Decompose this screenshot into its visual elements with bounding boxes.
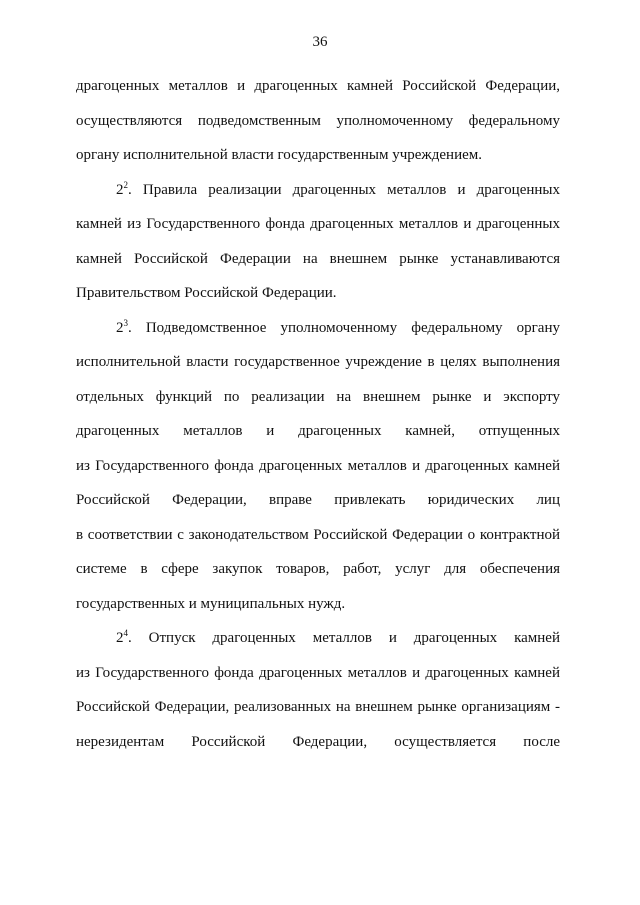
- text-line: Правительством Российской Федерации.: [76, 285, 337, 301]
- paragraph-first-line: [116, 628, 560, 648]
- page-number: 36: [312, 34, 328, 50]
- text-line: из Государственного фонда драгоценных металлов и драгоценных камней: [76, 665, 560, 681]
- text-line: осуществляются подведомственным уполномоченному федеральному: [76, 113, 560, 129]
- text-line: камней Российской Федерации на внешнем рынке устанавливаются: [76, 251, 560, 267]
- text-line: отдельных функций по реализации на внешнем рынке и экспорту: [76, 389, 560, 405]
- paragraph-number: $2^2$.: [116, 180, 132, 198]
- text-line: драгоценных металлов и драгоценных камней, отпущенных: [76, 423, 560, 439]
- paragraph-number: $2^3$.: [116, 318, 132, 336]
- text-line: Отпуск драгоценных металлов и драгоценных камней: [148, 630, 560, 646]
- text-line: органу исполнительной власти государственным учреждением.: [76, 147, 483, 163]
- text-line: системе в сфере закупок товаров, работ, услуг для обеспечения: [76, 561, 560, 577]
- text-line: Российской Федерации, реализованных на внешнем рынке организациям -: [76, 699, 560, 715]
- paragraph-number: $2^4$.: [116, 628, 132, 646]
- text-line: Правила реализации драгоценных металлов и драгоценных: [142, 182, 560, 198]
- text-line: нерезидентам Российской Федерации, осуществляется после: [76, 734, 560, 750]
- text-line: в соответствии с законодательством Российской Федерации о контрактной: [76, 527, 560, 543]
- text-line: драгоценных металлов и драгоценных камней Российской Федерации,: [76, 78, 560, 94]
- text-line: Подведомственное уполномоченному федеральному органу: [145, 320, 560, 336]
- text-line: Российской Федерации, вправе привлекать юридических лиц: [76, 492, 560, 508]
- paragraph-first-line: [116, 180, 560, 200]
- text-line: камней из Государственного фонда драгоценных металлов и драгоценных: [76, 216, 560, 232]
- text-line: исполнительной власти государственное учреждение в целях выполнения: [76, 354, 560, 370]
- text-line: из Государственного фонда драгоценных металлов и драгоценных камней: [76, 458, 560, 474]
- text-line: государственных и муниципальных нужд.: [76, 596, 346, 612]
- paragraph-first-line: [116, 318, 560, 338]
